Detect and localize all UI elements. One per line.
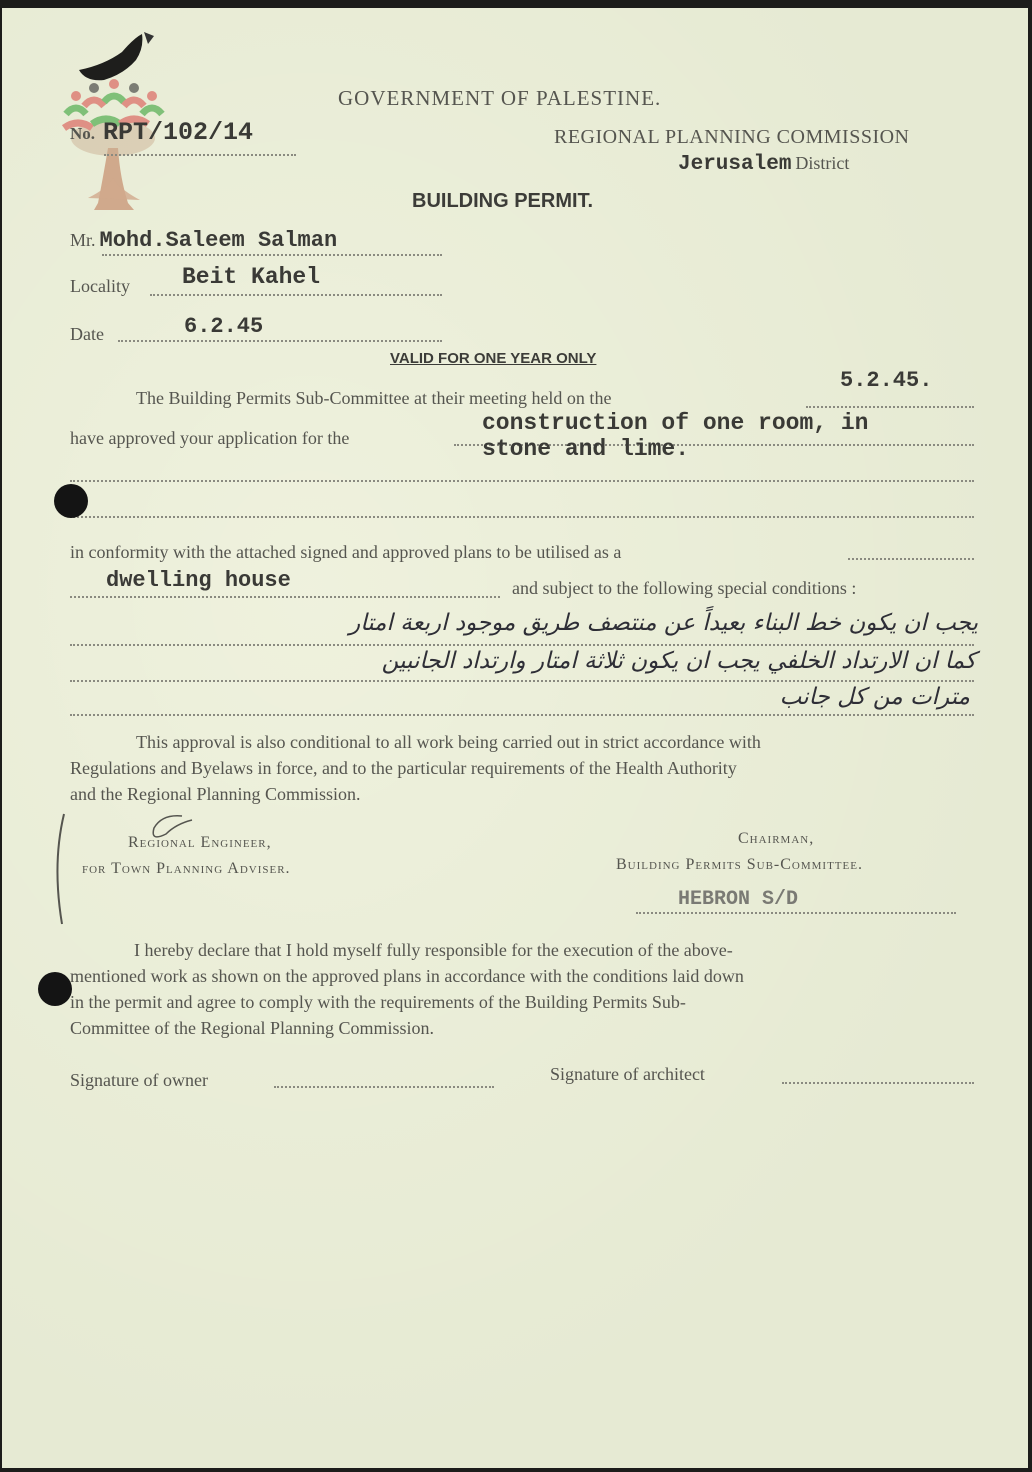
meeting-text: The Building Permits Sub-Committee at their meeting held on the xyxy=(136,388,612,408)
permit-number-label: No. xyxy=(70,124,96,143)
document-title: BUILDING PERMIT. xyxy=(412,190,594,212)
district-label: District xyxy=(795,153,850,173)
conformity-text: in conformity with the attached signed and approved plans to be utilised as a xyxy=(70,542,622,562)
permit-number-rule xyxy=(104,154,296,156)
application-rule-3 xyxy=(70,516,974,518)
mr-label: Mr. xyxy=(70,230,96,250)
permit-number-value: RPT/102/14 xyxy=(103,118,254,147)
declaration-line-2: mentioned work as shown on the approved plans in accordance with the conditions laid down xyxy=(70,966,744,986)
applicant-name-rule xyxy=(102,254,442,256)
owner-signature-label: Signature of owner xyxy=(70,1070,208,1090)
condition-handwritten-2: كما ان الارتداد الخلفي يجب ان يكون ثلاثة امتار وارتداد الجانبين xyxy=(381,648,976,674)
punch-hole-bottom xyxy=(38,972,72,1006)
condition-rule-1 xyxy=(70,644,974,646)
applicant-name-line xyxy=(70,228,337,253)
building-use: dwelling house xyxy=(106,568,291,593)
building-use-rule xyxy=(70,596,500,598)
condition-handwritten-3: مترات من كل جانب xyxy=(779,684,970,710)
condition-rule-2 xyxy=(70,680,974,682)
approval-line-2: Regulations and Byelaws in force, and to the particular requirements of the Health Authority xyxy=(70,758,737,778)
meeting-date-rule xyxy=(806,406,974,408)
architect-signature-rule xyxy=(782,1082,974,1084)
engineer-title: Regional Engineer, xyxy=(128,834,272,851)
condition-handwritten-1: يجب ان يكون خط البناء بعيداً عن منتصف طريق موجود اربعة امتار xyxy=(349,610,978,636)
condition-rule-3 xyxy=(70,714,974,716)
declaration-line-3: in the permit and agree to comply with the requirements of the Building Permits Sub- xyxy=(70,992,686,1012)
chairman-title: Chairman, xyxy=(738,830,815,847)
chairman-stamp-rule xyxy=(636,912,956,914)
application-line-2: stone and lime. xyxy=(482,436,690,462)
district-line xyxy=(678,153,849,176)
archive-watermark-logo xyxy=(58,78,168,228)
date-value: 6.2.45 xyxy=(184,314,264,339)
validity-notice: VALID FOR ONE YEAR ONLY xyxy=(390,350,597,367)
application-rule-2 xyxy=(70,480,974,482)
approval-line-1: This approval is also conditional to all work being carried out in strict accordance with xyxy=(136,732,761,752)
declaration-line-1: I hereby declare that I hold myself fully responsible for the execution of the above- xyxy=(134,940,733,960)
date-rule xyxy=(118,340,442,342)
punch-hole-top xyxy=(54,484,88,518)
conditions-text: and subject to the following special conditions : xyxy=(512,578,857,598)
locality-rule xyxy=(150,294,442,296)
meeting-date: 5.2.45. xyxy=(840,368,933,393)
chairman-subtitle: Building Permits Sub-Committee. xyxy=(616,856,863,873)
approval-line-3: and the Regional Planning Commission. xyxy=(70,784,361,804)
chairman-stamp: HEBRON S/D xyxy=(678,888,799,911)
commission-heading: REGIONAL PLANNING COMMISSION xyxy=(554,126,910,148)
date-label: Date xyxy=(70,324,104,344)
conformity-rule xyxy=(848,558,974,560)
government-heading: GOVERNMENT OF PALESTINE. xyxy=(338,86,662,110)
declaration-line-4: Committee of the Regional Planning Commission. xyxy=(70,1018,434,1038)
approved-text: have approved your application for the xyxy=(70,428,350,448)
application-line-1: construction of one room, in xyxy=(482,410,869,436)
owner-signature-rule xyxy=(274,1086,494,1088)
architect-signature-label: Signature of architect xyxy=(550,1064,705,1084)
locality-value: Beit Kahel xyxy=(182,264,321,290)
permit-document xyxy=(2,8,1028,1468)
district-value: Jerusalem xyxy=(678,153,792,176)
locality-label: Locality xyxy=(70,276,130,296)
applicant-name: Mohd.Saleem Salman xyxy=(99,228,338,253)
engineer-subtitle: for Town Planning Adviser. xyxy=(82,860,291,877)
permit-number xyxy=(70,118,253,147)
